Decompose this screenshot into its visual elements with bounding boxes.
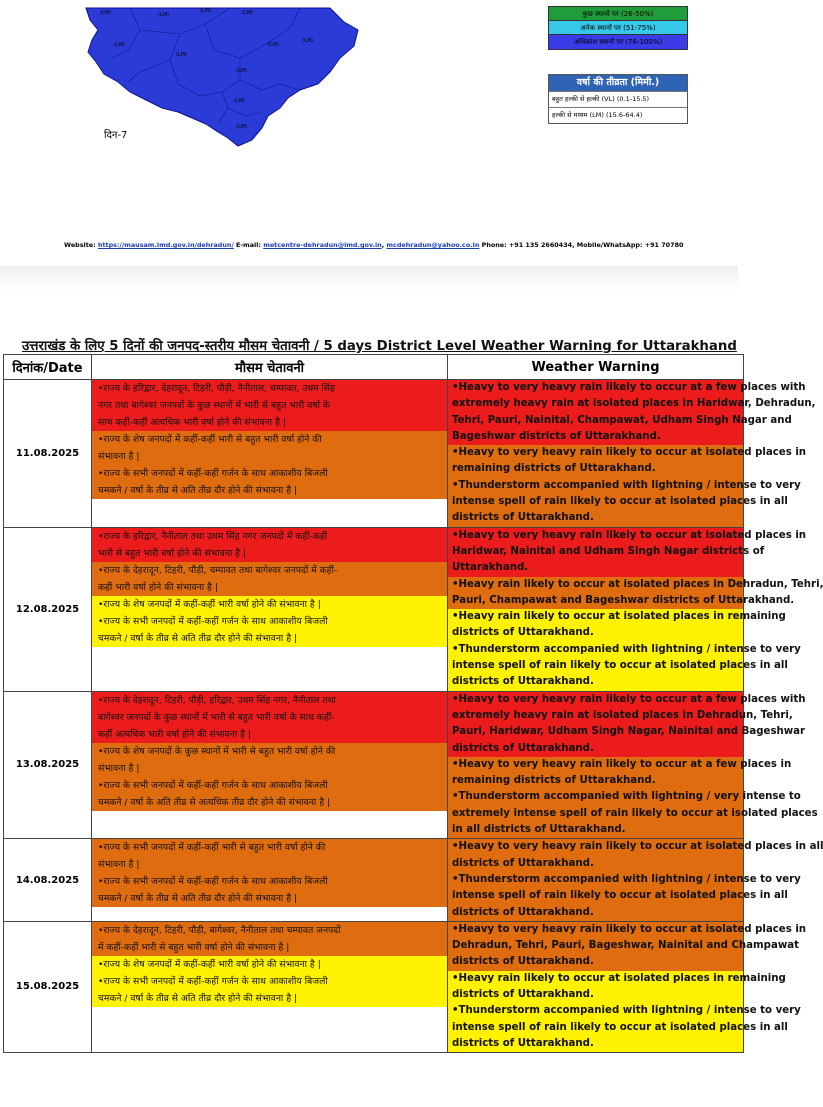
hindi-warning-cell bbox=[92, 527, 448, 691]
header-hindi-warning: मौसम चेतावनी bbox=[92, 355, 448, 380]
hindi-warning-item bbox=[92, 528, 447, 562]
district-warning-table bbox=[3, 354, 823, 1053]
english-warning-line: •Heavy to very heavy rain likely to occur at a few places with bbox=[452, 693, 806, 705]
hindi-warning-line: में कहीं-कहीं भारी से बहुत भारी वर्षा होने की संभावना है | bbox=[98, 941, 290, 953]
english-warning-line: intense spell of rain likely to occur at isolated places in all bbox=[452, 660, 788, 672]
warning-section-title: उत्तराखंड के लिए 5 दिनों की जनपद-स्तरीय मौसम चेतावनी / 5 days District Level Weather Warning for Uttarakhand bbox=[22, 339, 737, 354]
website-label: Website: bbox=[64, 241, 98, 249]
day-label: दिन-7 bbox=[104, 130, 128, 141]
hindi-warning-line: संभावना है | bbox=[98, 762, 140, 774]
english-warning-item bbox=[448, 577, 823, 610]
english-warning-item bbox=[448, 478, 801, 527]
english-warning-cell bbox=[448, 839, 823, 921]
english-warning-line: Haridwar, Nainital and Udham Singh Nagar districts of bbox=[452, 545, 765, 557]
english-warning-line: districts of Uttarakhand. bbox=[452, 742, 594, 754]
phone-text: Phone: +91 135 2660434, Mobile/WhatsApp: +91 70780 bbox=[479, 241, 684, 249]
date-cell: 14.08.2025 bbox=[4, 839, 92, 921]
intensity-legend-row: हल्की से मध्यम (LM) (15.6-64.4) bbox=[549, 107, 687, 123]
english-warning-cell bbox=[448, 527, 823, 691]
hindi-warning-cell bbox=[92, 691, 448, 839]
hindi-warning-line: भारी से बहुत भारी वर्षा होने की संभावना है | bbox=[98, 547, 247, 559]
district-rain-label: (LM) bbox=[236, 68, 248, 74]
hindi-warning-line: •राज्य के शेष जनपदों में कहीं-कहीं भारी से बहुत भारी वर्षा होने की bbox=[98, 434, 322, 445]
english-warning-line: districts of Uttarakhand. bbox=[452, 512, 594, 524]
english-warning-item bbox=[448, 922, 807, 971]
english-warning-line: extremely heavy rain at isolated places in Dehradun, Tehri, bbox=[452, 709, 793, 721]
english-warning-item bbox=[448, 789, 818, 838]
district-rain-label: (LM) bbox=[100, 10, 112, 16]
english-warning-line: •Heavy to very heavy rain likely to occur at isolated places in all bbox=[452, 841, 823, 853]
district-rain-label: (LM) bbox=[302, 38, 314, 44]
hindi-warning-line: चमकने / वर्षा के अति तीव्र से अत्यधिक तीव्र दौर होने की संभावना है | bbox=[98, 796, 331, 808]
english-warning-line: •Thunderstorm accompanied with lightning / intense to very bbox=[452, 643, 801, 655]
intensity-legend bbox=[548, 74, 688, 124]
english-warning-line: remaining districts of Uttarakhand. bbox=[452, 463, 656, 475]
english-warning-line: Bageshwar districts of Uttarakhand. bbox=[452, 430, 661, 442]
english-warning-line: Tehri, Pauri, Nainital, Champawat, Udham Singh Nagar and bbox=[452, 414, 792, 426]
hindi-warning-item bbox=[92, 777, 447, 811]
district-rain-label: (LM) bbox=[242, 10, 254, 16]
district-rain-label: (LM) bbox=[234, 98, 246, 104]
state-map-shape bbox=[86, 8, 358, 146]
hindi-warning-item bbox=[92, 839, 447, 873]
hindi-warning-line: चमकने / वर्षा के तीव्र से अति तीव्र दौर होने की संभावना है | bbox=[98, 992, 298, 1004]
hindi-warning-line: चमकने / वर्षा के तीव्र से अति तीव्र दौर होने की संभावना है | bbox=[98, 893, 298, 905]
hindi-warning-line: बागेश्वर जनपदों के कुछ स्थानों में भारी से बहुत भारी वर्षा के साथ कहीं- bbox=[98, 711, 335, 723]
english-warning-line: Pauri, Haridwar, Udham Singh Nagar, Nainital and Bageshwar bbox=[452, 726, 806, 738]
district-rain-label: (LM) bbox=[268, 42, 280, 48]
english-warning-line: •Heavy to very heavy rain likely to occur at isolated places in bbox=[452, 529, 807, 541]
email-separator: , bbox=[381, 241, 387, 249]
hindi-warning-item bbox=[92, 380, 447, 431]
english-warning-item bbox=[448, 1003, 801, 1052]
hindi-warning-line: •राज्य के सभी जनपदों में कहीं-कहीं गर्जन के साथ आकाशीय बिजली bbox=[98, 779, 328, 791]
hindi-warning-line: कहीं अत्यधिक भारी वर्षा होने की संभावना है | bbox=[98, 728, 251, 740]
table-row bbox=[4, 921, 744, 1052]
english-warning-cell bbox=[448, 691, 818, 839]
english-warning-item bbox=[448, 872, 801, 921]
english-warning-item bbox=[448, 757, 792, 790]
table-row bbox=[4, 527, 744, 691]
hindi-warning-line: •राज्य के सभी जनपदों में कहीं-कहीं गर्जन के साथ आकाशीय बिजली bbox=[98, 975, 328, 987]
english-warning-line: •Thunderstorm accompanied with lightning / intense to very bbox=[452, 873, 801, 885]
district-rain-label: (LM) bbox=[236, 124, 248, 130]
english-warning-cell bbox=[448, 921, 807, 1052]
table-row bbox=[4, 380, 744, 528]
hindi-warning-line: •राज्य के देहरादून, टिहरी, पौड़ी, हरिद्वार, उधम सिंह नगर, नैनीताल तथा bbox=[98, 694, 336, 706]
english-warning-item bbox=[448, 839, 823, 872]
english-warning-line: intense spell of rain likely to occur at isolated places in all bbox=[452, 496, 788, 508]
header-english-warning: Weather Warning bbox=[448, 355, 744, 380]
district-rain-label: (LM) bbox=[158, 12, 170, 18]
english-warning-line: extremely heavy rain at isolated places in Haridwar, Dehradun, bbox=[452, 398, 816, 410]
hindi-warning-line: •राज्य के सभी जनपदों में कहीं-कहीं गर्जन के साथ आकाशीय बिजली bbox=[98, 468, 328, 479]
english-warning-line: •Heavy rain likely to occur at isolated places in Dehradun, Tehri, bbox=[452, 578, 823, 590]
coverage-legend-row: अधिकांश स्थानों पर (76-100%) bbox=[549, 35, 687, 49]
forecast-map-card bbox=[0, 0, 738, 268]
website-link[interactable]: https://mausam.imd.gov.in/dehradun/ bbox=[97, 241, 234, 249]
district-rain-label: (LM) bbox=[176, 52, 188, 58]
header-date: दिनांक/Date bbox=[4, 355, 92, 380]
hindi-warning-line: •राज्य के देहरादून, टिहरी, पौड़ी, बागेश्वर, नैनीताल तथा चम्पावत जनपदों bbox=[98, 924, 341, 936]
english-warning-line: •Heavy to very heavy rain likely to occur at a few places with bbox=[452, 382, 806, 393]
hindi-warning-line: संभावना है | bbox=[98, 451, 140, 462]
english-warning-line: districts of Uttarakhand. bbox=[452, 627, 594, 639]
table-header-row bbox=[4, 355, 744, 380]
hindi-warning-line: •राज्य के सभी जनपदों में कहीं-कहीं गर्जन के साथ आकाशीय बिजली bbox=[98, 615, 328, 627]
hindi-warning-line: नगर तथा बागेश्वर जनपदों के कुछ स्थानों में भारी से बहुत भारी वर्षा के bbox=[98, 400, 330, 411]
english-warning-line: in all districts of Uttarakhand. bbox=[452, 824, 626, 836]
english-warning-line: remaining districts of Uttarakhand. bbox=[452, 775, 656, 787]
hindi-warning-item bbox=[92, 613, 447, 647]
hindi-warning-item bbox=[92, 873, 447, 907]
hindi-warning-line: •राज्य के देहरादून, टिहरी, पौड़ी, चम्पावत तथा बागेश्वर जनपदों में कहीं- bbox=[98, 564, 338, 576]
hindi-warning-line: •राज्य के सभी जनपदों में कहीं-कहीं भारी से बहुत भारी वर्षा होने की bbox=[98, 842, 326, 854]
english-warning-line: intense spell of rain likely to occur at isolated places in all bbox=[452, 1021, 788, 1033]
english-warning-line: districts of Uttarakhand. bbox=[452, 1037, 594, 1049]
english-warning-line: districts of Uttarakhand. bbox=[452, 956, 594, 968]
coverage-legend bbox=[548, 6, 688, 50]
english-warning-line: •Thunderstorm accompanied with lightning / intense to very bbox=[452, 1005, 801, 1017]
english-warning-line: districts of Uttarakhand. bbox=[452, 676, 594, 688]
email-label: E-mail: bbox=[233, 241, 264, 249]
email-link-imd[interactable]: metcentre-dehradun@imd.gov.in bbox=[263, 241, 382, 249]
hindi-warning-line: •राज्य के हरिद्वार, देहरादून, टिहरी, पौड़ी, नैनीताल, चम्पावत, उधम सिंह bbox=[98, 383, 336, 394]
table-row bbox=[4, 839, 744, 921]
english-warning-line: intense spell of rain likely to occur at isolated places in all bbox=[452, 890, 788, 902]
uttarakhand-rainfall-map bbox=[0, 0, 540, 150]
english-warning-line: •Heavy to very heavy rain likely to occur at isolated places in bbox=[452, 923, 807, 935]
hindi-warning-line: •राज्य के शेष जनपदों में कहीं-कहीं भारी वर्षा होने की संभावना है | bbox=[98, 598, 321, 610]
english-warning-line: •Thunderstorm accompanied with lightning / very intense to bbox=[452, 791, 801, 803]
coverage-legend-row: अनेक स्थानों पर (51-75%) bbox=[549, 21, 687, 35]
english-warning-item bbox=[448, 692, 806, 757]
date-cell: 15.08.2025 bbox=[4, 921, 92, 1052]
hindi-warning-line: चमकने / वर्षा के तीव्र से अति तीव्र दौर होने की संभावना है | bbox=[98, 485, 298, 496]
page-separator bbox=[0, 266, 738, 290]
hindi-warning-item bbox=[92, 465, 447, 499]
hindi-warning-item bbox=[92, 596, 447, 613]
hindi-warning-cell bbox=[92, 839, 448, 921]
hindi-warning-line: •राज्य के शेष जनपदों के कुछ स्थानों में भारी से बहुत भारी वर्षा होने की bbox=[98, 745, 336, 757]
hindi-warning-item bbox=[92, 973, 447, 1007]
english-warning-item bbox=[448, 380, 816, 445]
english-warning-line: Dehradun, Tehri, Pauri, Bageshwar, Nainital and Champawat bbox=[452, 940, 799, 952]
english-warning-item bbox=[448, 445, 807, 478]
english-warning-line: •Heavy to very heavy rain likely to occur at isolated places in bbox=[452, 447, 807, 459]
english-warning-line: districts of Uttarakhand. bbox=[452, 906, 594, 918]
hindi-warning-cell bbox=[92, 380, 448, 528]
email-link-yahoo[interactable]: mcdehradun@yahoo.co.in bbox=[386, 241, 480, 249]
english-warning-cell bbox=[448, 380, 816, 528]
intensity-legend-title: वर्षा की तीव्रता (मिमी.) bbox=[549, 75, 687, 91]
english-warning-line: •Heavy rain likely to occur at isolated places in remaining bbox=[452, 972, 786, 984]
district-rain-label: (LM) bbox=[114, 42, 126, 48]
english-warning-item bbox=[448, 971, 786, 1004]
hindi-warning-cell bbox=[92, 921, 448, 1052]
english-warning-item bbox=[448, 528, 807, 577]
hindi-warning-line: कहीं भारी वर्षा होने की संभावना है | bbox=[98, 581, 218, 593]
hindi-warning-line: साथ कहीं-कहीं अत्यधिक भारी वर्षा होने की संभावना है | bbox=[98, 417, 286, 428]
english-warning-line: •Heavy rain likely to occur at isolated places in remaining bbox=[452, 611, 786, 623]
hindi-warning-item bbox=[92, 692, 447, 743]
english-warning-line: •Thunderstorm accompanied with lightning / intense to very bbox=[452, 479, 801, 491]
english-warning-line: Pauri, Champawat and Bageshwar districts of Uttarakhand. bbox=[452, 594, 795, 606]
english-warning-line: Uttarakhand. bbox=[452, 562, 529, 574]
english-warning-line: districts of Uttarakhand. bbox=[452, 988, 594, 1000]
hindi-warning-line: •राज्य के सभी जनपदों में कहीं-कहीं गर्जन के साथ आकाशीय बिजली bbox=[98, 876, 328, 888]
hindi-warning-item bbox=[92, 562, 447, 596]
english-warning-line: districts of Uttarakhand. bbox=[452, 857, 594, 869]
hindi-warning-item bbox=[92, 431, 447, 465]
hindi-warning-line: चमकने / वर्षा के तीव्र से अति तीव्र दौर होने की संभावना है | bbox=[98, 632, 298, 644]
date-cell: 12.08.2025 bbox=[4, 527, 92, 691]
english-warning-item bbox=[448, 609, 786, 642]
coverage-legend-row: कुछ स्थानों पर (26-50%) bbox=[549, 7, 687, 21]
english-warning-item bbox=[448, 642, 801, 691]
hindi-warning-line: •राज्य के हरिद्वार, नैनीताल तथा उधम सिंह नगर जनपदों में कहीं-कहीं bbox=[98, 530, 328, 542]
hindi-warning-item bbox=[92, 922, 447, 956]
date-cell: 13.08.2025 bbox=[4, 691, 92, 839]
english-warning-line: extremely intense spell of rain likely to occur at isolated places bbox=[452, 807, 818, 819]
hindi-warning-item bbox=[92, 956, 447, 973]
hindi-warning-line: संभावना है | bbox=[98, 859, 140, 871]
intensity-legend-row: बहुत हल्की से हल्की (VL) (0.1-15.5) bbox=[549, 91, 687, 107]
hindi-warning-item bbox=[92, 743, 447, 777]
date-cell: 11.08.2025 bbox=[4, 380, 92, 528]
hindi-warning-line: •राज्य के शेष जनपदों में कहीं-कहीं भारी वर्षा होने की संभावना है | bbox=[98, 958, 321, 970]
table-row bbox=[4, 691, 744, 839]
contact-footer bbox=[64, 241, 738, 249]
english-warning-line: •Heavy to very heavy rain likely to occur at a few places in bbox=[452, 758, 792, 770]
district-rain-label: (LM) bbox=[200, 8, 212, 14]
